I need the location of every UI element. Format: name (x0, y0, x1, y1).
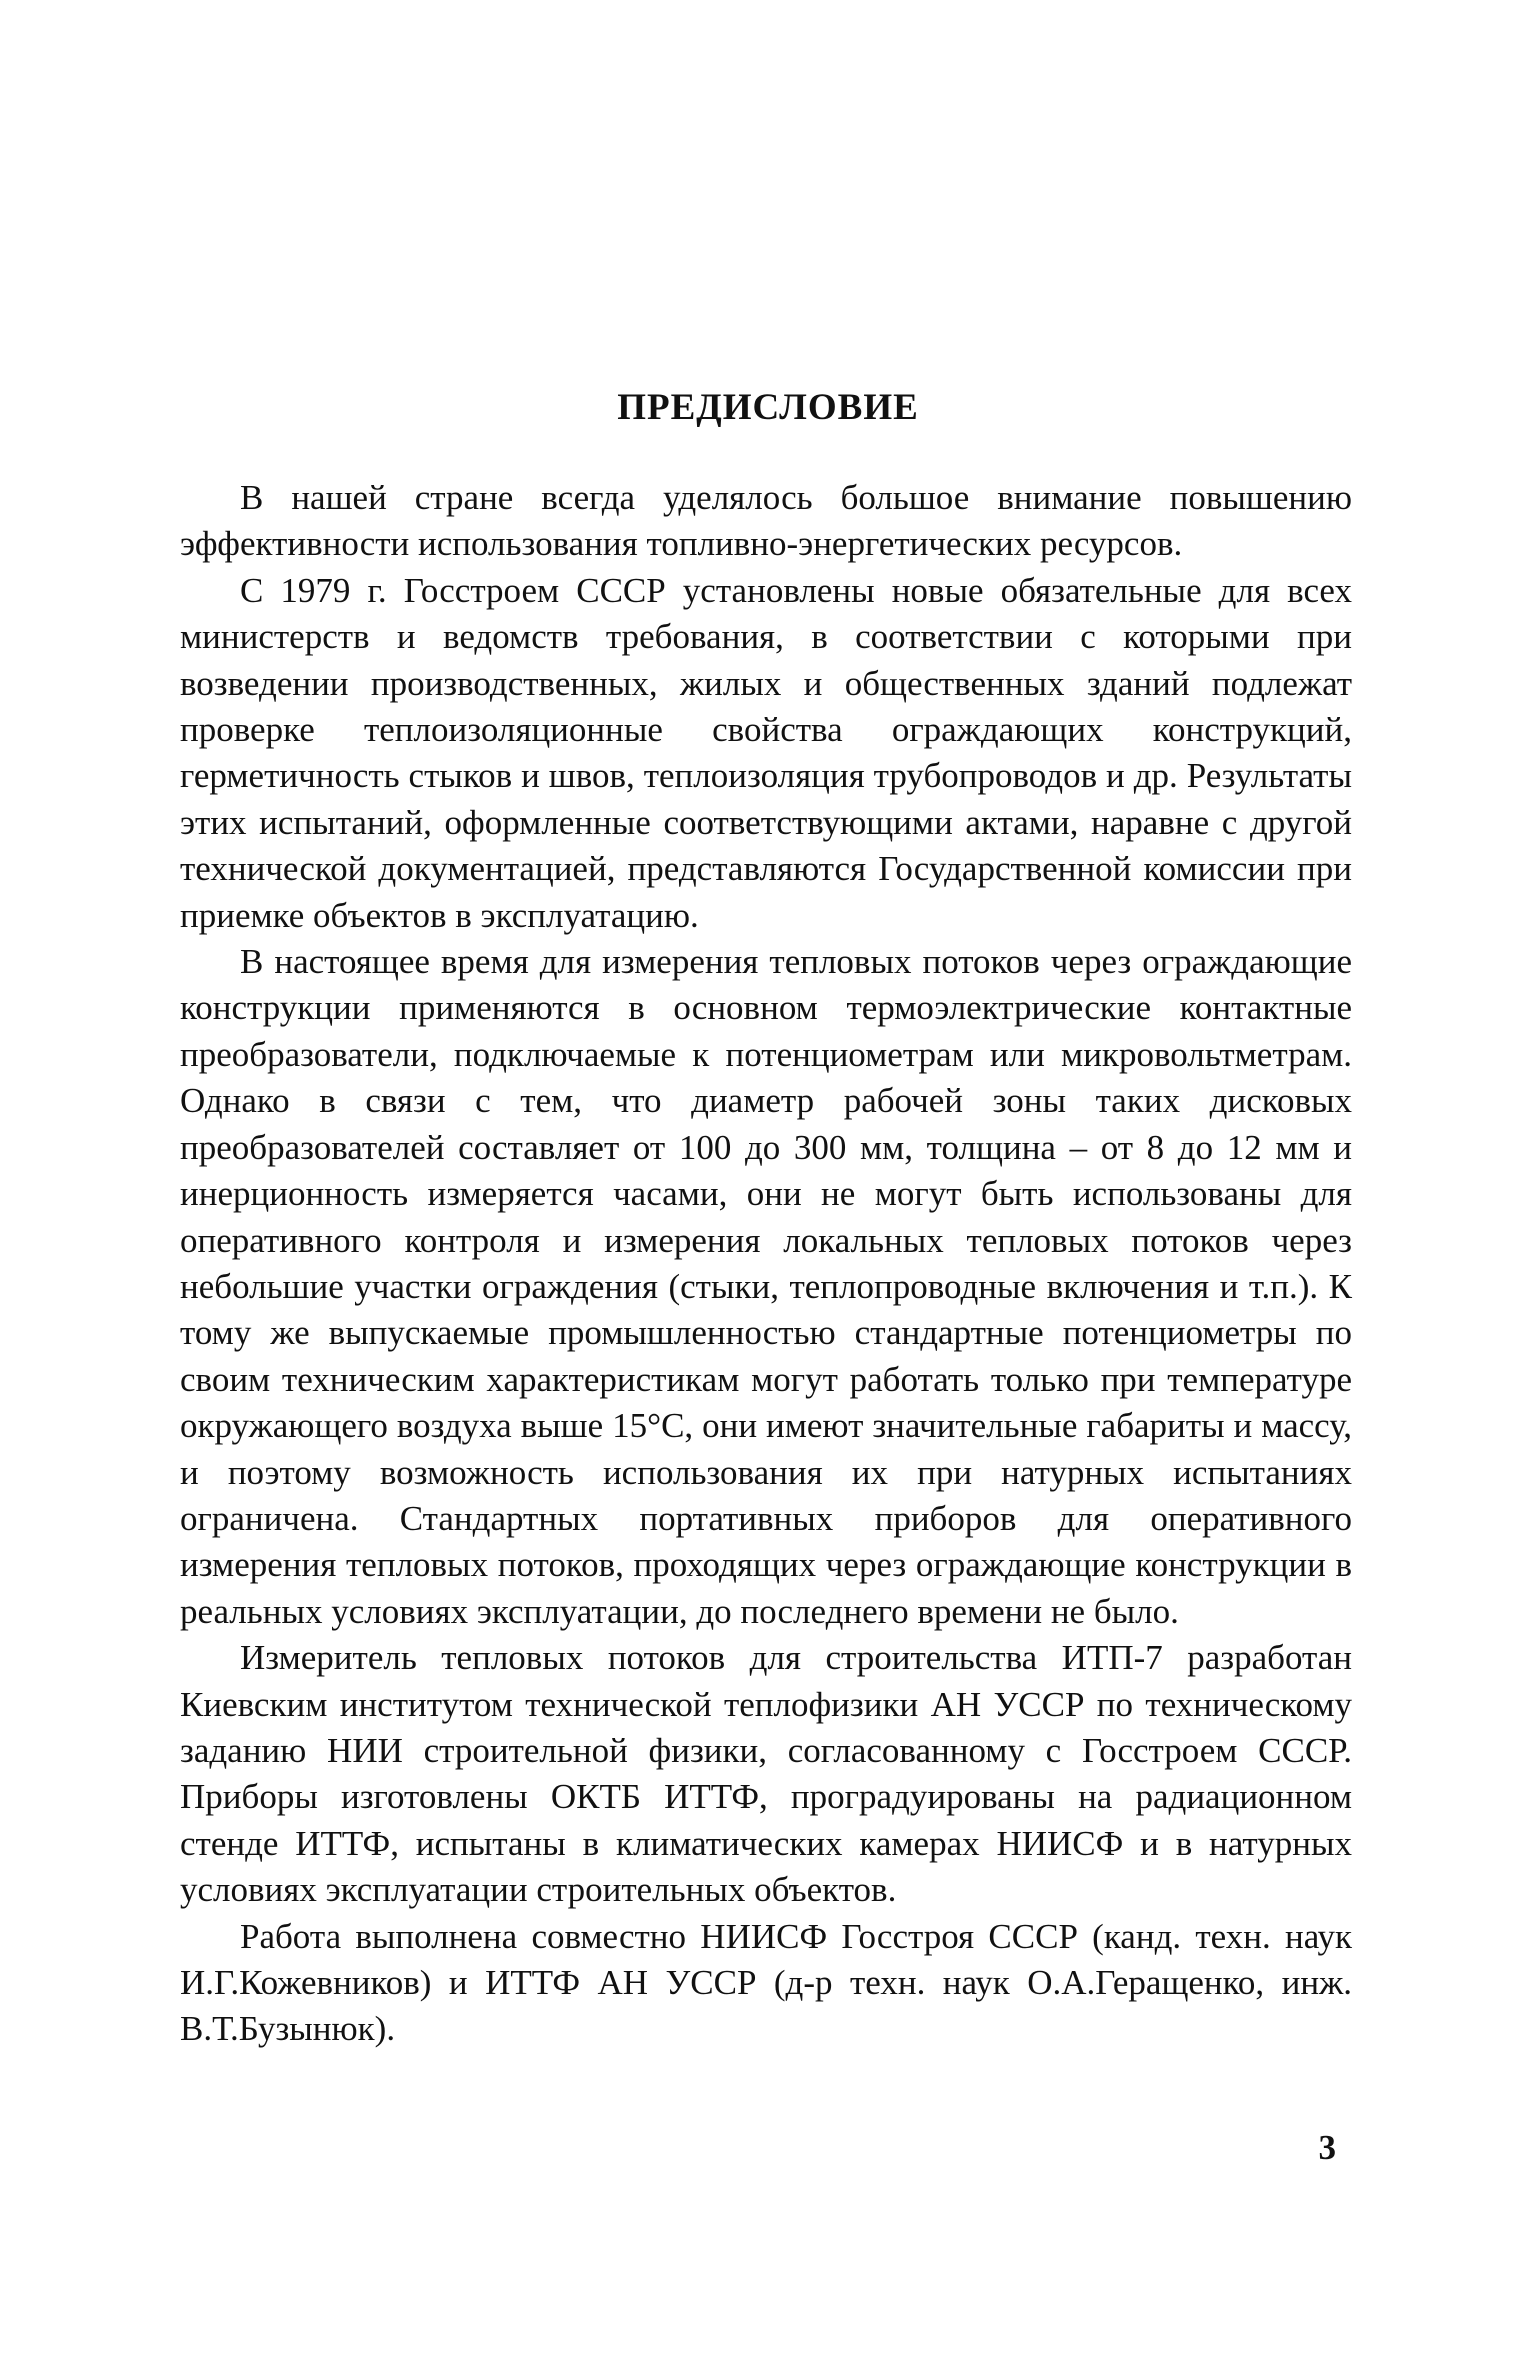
paragraph-intro: В нашей стране всегда уделялось большое внимание повышению эффективности использования топливно-энергетических ресурсов. (180, 478, 1352, 564)
body-text (180, 475, 1352, 2053)
paragraph-requirements: С 1979 г. Госстроем СССР установлены новые обязательные для всех министерств и ведомств требования, в соответствии с которыми при возведении производственных, жилых и общественных зданий подлежат проверке теплоизоляционные свойства ограждающих конструкций, герметичность стыков и швов, теплоизоляция трубопроводов и др. Результаты этих испытаний, оформленные соответствующими актами, наравне с другой технической документацией, представляются Государственной комиссии при приемке объектов в эксплуатацию. (180, 570, 1352, 935)
paragraph-itp7-development: Измеритель тепловых потоков для строительства ИТП-7 разработан Киевским институтом технической теплофизики АН УССР по техническому заданию НИИ строительной физики, согласованному с Госстроем СССР. Приборы изготовлены ОКТБ ИТТФ, проградуированы на радиационном стенде ИТТФ, испытаны в климатических камерах НИИСФ и в натурных условиях эксплуатации строительных объектов. (180, 1638, 1352, 1910)
page-title: ПРЕДИСЛОВИЕ (617, 387, 919, 428)
paragraph-current-methods: В настоящее время для измерения тепловых потоков через ограждающие конструкции применяются в основном термоэлектрические контактные преобразователи, подключаемые к потенциометрам или микровольтметрам. Однако в связи с тем, что диаметр рабочей зоны таких дисковых преобразователей составляет от 100 до 300 мм, толщина – от 8 до 12 мм и инерционность измеряется часами, они не могут быть использованы для оперативного контроля и измерения локальных тепловых потоков через небольшие участки ограждения (стыки, теплопроводные включения и т.п.). К тому же выпускаемые промышленностью стандартные потенциометры по своим техническим характеристикам могут работать только при температуре окружающего воздуха выше 15°С, они имеют значительные габариты и массу, и поэтому возможность использования их при натурных испытаниях ограничена. Стандартных портативных приборов для оперативного измерения тепловых потоков, проходящих через ограждающие конструкции в реальных условиях эксплуатации, до последнего времени не было. (180, 942, 1352, 1631)
page-number: 3 (1318, 2128, 1336, 2167)
paragraph-authors: Работа выполнена совместно НИИСФ Госстроя СССР (канд. техн. наук И.Г.Кожевников) и ИТТФ АН УССР (д-р техн. наук О.А.Геращенко, инж. В.Т.Бузынюк). (180, 1916, 1352, 2049)
